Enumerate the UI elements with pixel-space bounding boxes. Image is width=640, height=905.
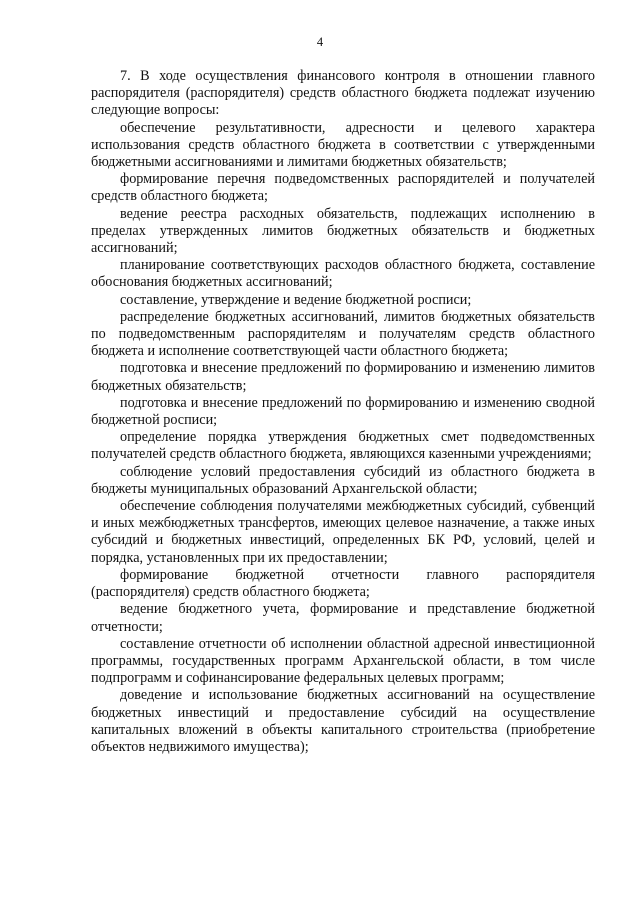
list-item: обеспечение результативности, адресности и целевого характера использования средств областного бюджета в соответствии с утвержденными бюджетными ассигнованиями и лимитами бюджетных обязательств; — [91, 119, 595, 171]
list-item: планирование соответствующих расходов областного бюджета, составление обоснования бюджетных ассигнований; — [91, 257, 595, 291]
list-item: составление, утверждение и ведение бюджетной росписи; — [120, 291, 472, 308]
list-item: формирование бюджетной отчетности главного распорядителя (распорядителя) средств областного бюджета; — [91, 566, 595, 601]
list-item: обеспечение соблюдения получателями межбюджетных субсидий, субвенций и иных межбюджетных трансфертов, имеющих целевое назначение, а также иных субсидий и бюджетных инвестиций, определенных БК РФ, условий, целей и порядка, установленных при их предоставлении; — [91, 498, 595, 566]
paragraph-intro: 7. В ходе осуществления финансового контроля в отношении главного распорядителя (распорядителя) средств областного бюджета подлежат изучению следующие вопросы: — [91, 68, 595, 119]
list-item: подготовка и внесение предложений по формированию и изменению сводной бюджетной росписи; — [91, 394, 595, 429]
list-item: формирование перечня подведомственных распорядителей и получателей средств областного бюджета; — [91, 171, 595, 205]
list-item: составление отчетности об исполнении областной адресной инвестиционной программы, государственных программ Архангельской области, в том числе подпрограмм и софинансирование федеральных целевых программ; — [91, 635, 595, 687]
list-item: доведение и использование бюджетных ассигнований на осуществление бюджетных инвестиций и предоставление субсидий на осуществление капитальных вложений в объекты капитального строительства (приобретение объектов недвижимого имущества); — [91, 687, 595, 755]
list-item: распределение бюджетных ассигнований, лимитов бюджетных обязательств по подведомственным распорядителям и получателям средств областного бюджета и исполнение соответствующей части областного бюджета; — [91, 308, 595, 360]
list-item: подготовка и внесение предложений по формированию и изменению лимитов бюджетных обязательств; — [91, 360, 595, 394]
document-body — [91, 68, 595, 756]
list-item: ведение реестра расходных обязательств, подлежащих исполнению в пределах утвержденных лимитов бюджетных обязательств и бюджетных ассигнований; — [91, 205, 595, 257]
page-number: 4 — [316, 35, 324, 49]
list-item: соблюдение условий предоставления субсидий из областного бюджета в бюджеты муниципальных образований Архангельской области; — [91, 463, 595, 497]
list-item: определение порядка утверждения бюджетных смет подведомственных получателей средств областного бюджета, являющихся казенными учреждениями; — [91, 429, 595, 463]
list-item: ведение бюджетного учета, формирование и представление бюджетной отчетности; — [91, 601, 595, 635]
